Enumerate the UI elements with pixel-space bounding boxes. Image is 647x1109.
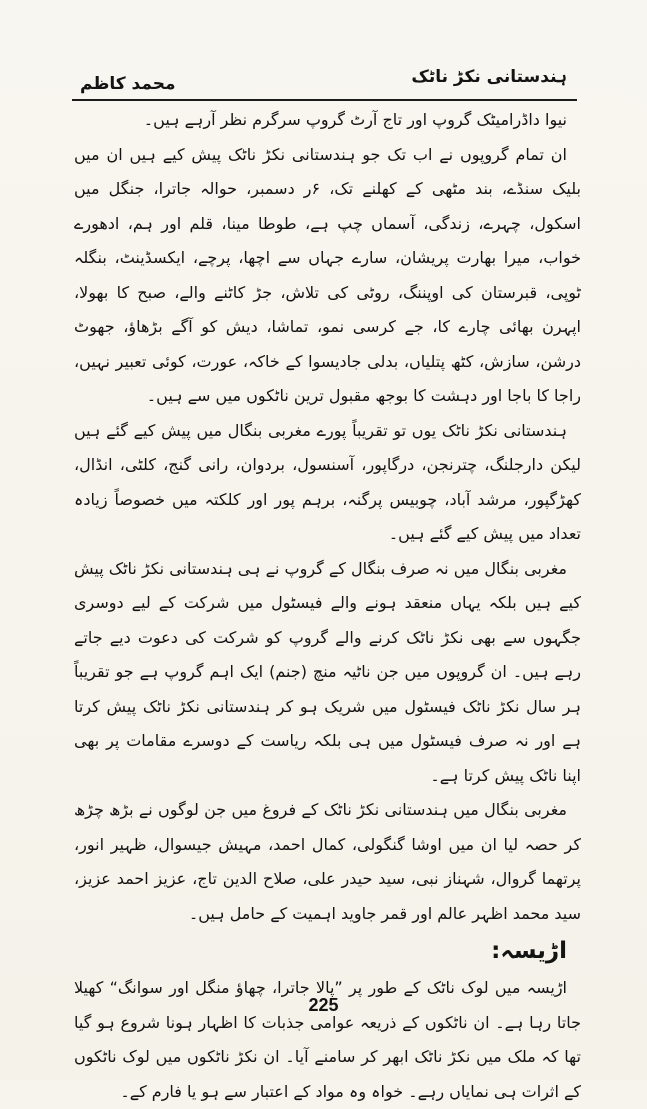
section-paragraph: اڑیسہ میں لوک ناٹک کے طور پر ”پالا جاترا، چھاؤ منگل اور سوانگ“ کھیلا جاتا رہا ہے۔ ان ناٹکوں کے ذریعہ عوامی جذبات کا اظہار ہونا شروع ہو گیا تھا کہ ملک میں نکڑ ناٹک ابھر کر سامنے آیا۔ ان نکڑ ناٹکوں میں لوک ناٹکوں کے اثرات ہی نمایاں رہے۔ خواہ وہ مواد کے اعتبار سے ہو یا فارم کے۔ bbox=[74, 978, 581, 1101]
page-body bbox=[74, 103, 581, 1109]
paragraph: ان تمام گروپوں نے اب تک جو ہندستانی نکڑ ناٹک پیش کیے ہیں ان میں بلیک سنڈے، بند مٹھی کے کھلنے تک، ۶ر دسمبر، حوالہ جاترا، جنگل میں اسکول، چہرے، زندگی، آسماں چپ ہے، طوطا مینا، قلم اور ہم، ادھورے خواب، میرا بھارت پریشان، سارے جہاں سے اچھا، پرچے، ایکسڈینٹ، بنگلہ ٹوپی، قبرستان کی اوپننگ، روٹی کی تلاش، جڑ کاٹنے والے، صبح کا بھولا، اپہرن بھائی چارے کا، جے کرسی نمو، تماشا، دیش کو آگے بڑھاؤ، جھوٹ درشن، سازش، کٹھ پتلیاں، بدلی جادیسوا کے خاکہ، عورت، کوئی تعبیر نہیں، راجا کا باجا اور دہشت کا بوجھ مقبول ترین ناٹکوں میں سے ہیں۔ bbox=[74, 144, 581, 405]
section-heading: اڑیسہ: bbox=[491, 938, 567, 964]
paragraph: ہندستانی نکڑ ناٹک یوں تو تقریباً پورے مغربی بنگال میں پیش کیے گئے ہیں لیکن دارجلنگ، چترنجن، درگاپور، آسنسول، بردوان، رانی گنج، کلٹی، انڈال، کھڑگپور، مرشد آباد، چوبیس پرگنہ، برہم پور اور کلکتہ میں خصوصاً زیادہ تعداد میں پیش کیے گئے ہیں۔ bbox=[74, 420, 581, 543]
author-name: محمد کاظم bbox=[80, 74, 176, 94]
paragraph: مغربی بنگال میں ہندستانی نکڑ ناٹک کے فروغ میں جن لوگوں نے بڑھ چڑھ کر حصہ لیا ان میں اوشا گنگولی، کمال احمد، مہیش جیسوال، ظہیر انور، پرتھما گروال، شہناز نبی، سید حیدر علی، صلاح الدین تاج، عزیز احمد عزیز، سید محمد اظہر عالم اور قمر جاوید اہمیت کے حامل ہیں۔ bbox=[74, 800, 581, 923]
running-header bbox=[72, 66, 577, 96]
book-title: ہندستانی نکڑ ناٹک bbox=[411, 67, 567, 87]
header-divider bbox=[72, 99, 577, 101]
page-number: 225 bbox=[308, 995, 339, 1015]
paragraph: مغربی بنگال میں نہ صرف بنگال کے گروپ نے ہی ہندستانی نکڑ ناٹک پیش کیے ہیں بلکہ یہاں منعقد ہونے والے فیسٹول میں شرکت کے لیے دوسری جگہوں سے بھی نکڑ ناٹک کرنے والے گروپ کو شرکت کی دعوت دیے جاتے رہے ہیں۔ ان گروپوں میں جن ناٹیہ منچ (جنم) ایک اہم گروپ ہے جو تقریباً ہر سال نکڑ ناٹک فیسٹول میں شریک ہو کر ہندستانی نکڑ ناٹک پیش کرتا ہے اور نہ صرف فیسٹول میں ہی بلکہ ریاست کے دوسرے مقامات پر بھی اپنا ناٹک پیش کرتا ہے۔ bbox=[74, 558, 581, 785]
paragraph: نیوا داڈرامیٹک گروپ اور تاج آرٹ گروپ سرگرم نظر آرہے ہیں۔ bbox=[143, 110, 567, 129]
